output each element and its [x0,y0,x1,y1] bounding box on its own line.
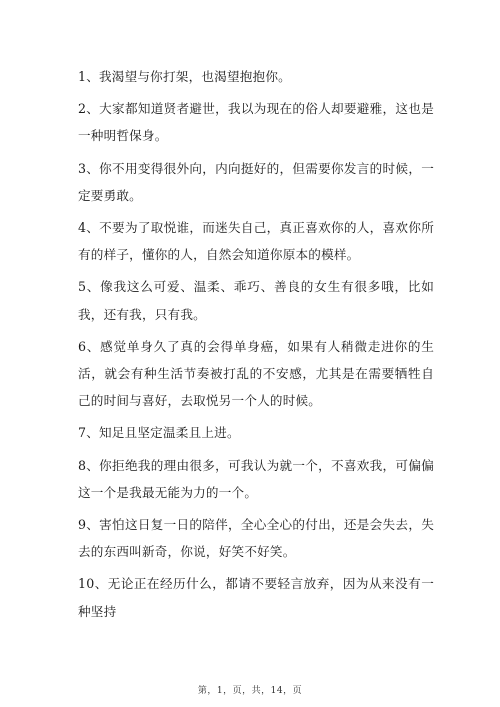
paragraph-4: 4、不要为了取悦谁，而迷失自己，真正喜欢你的人，喜欢你所有的样子，懂你的人，自然会知道你原本的模样。 [78,220,434,263]
paragraph-10: 10、无论正在经历什么，都请不要轻言放弃，因为从来没有一种坚持 [78,576,434,619]
paragraph-3: 3、你不用变得很外向，内向挺好的，但需要你发言的时候，一定要勇敢。 [78,160,434,203]
paragraph-6: 6、感觉单身久了真的会得单身癌，如果有人稍微走进你的生活，就会有种生活节奏被打乱的不安感，尤其是在需要牺牲自己的时间与喜好，去取悦另一个人的时候。 [78,338,434,409]
paragraph-9: 9、害怕这日复一日的陪伴，全心全心的付出，还是会失去，失去的东西叫新奇，你说，好笑不好笑。 [78,517,434,560]
paragraph-7: 7、知足且坚定温柔且上进。 [78,425,240,441]
paragraph-2: 2、大家都知道贤者避世，我以为现在的俗人却要避雅，这也是一种明哲保身。 [78,101,434,144]
paragraph-1: 1、我渴望与你打架，也渴望抱抱你。 [78,69,291,84]
page-number-footer: 第，1，页，共，14，页 [197,686,303,696]
paragraph-5: 5、像我这么可爱、温柔、乖巧、善良的女生有很多哦，比如我，还有我，只有我。 [78,279,434,322]
document-body [78,63,434,630]
paragraph-8: 8、你拒绝我的理由很多，可我认为就一个，不喜欢我，可偏偏这一个是我最无能为力的一个。 [78,457,434,500]
